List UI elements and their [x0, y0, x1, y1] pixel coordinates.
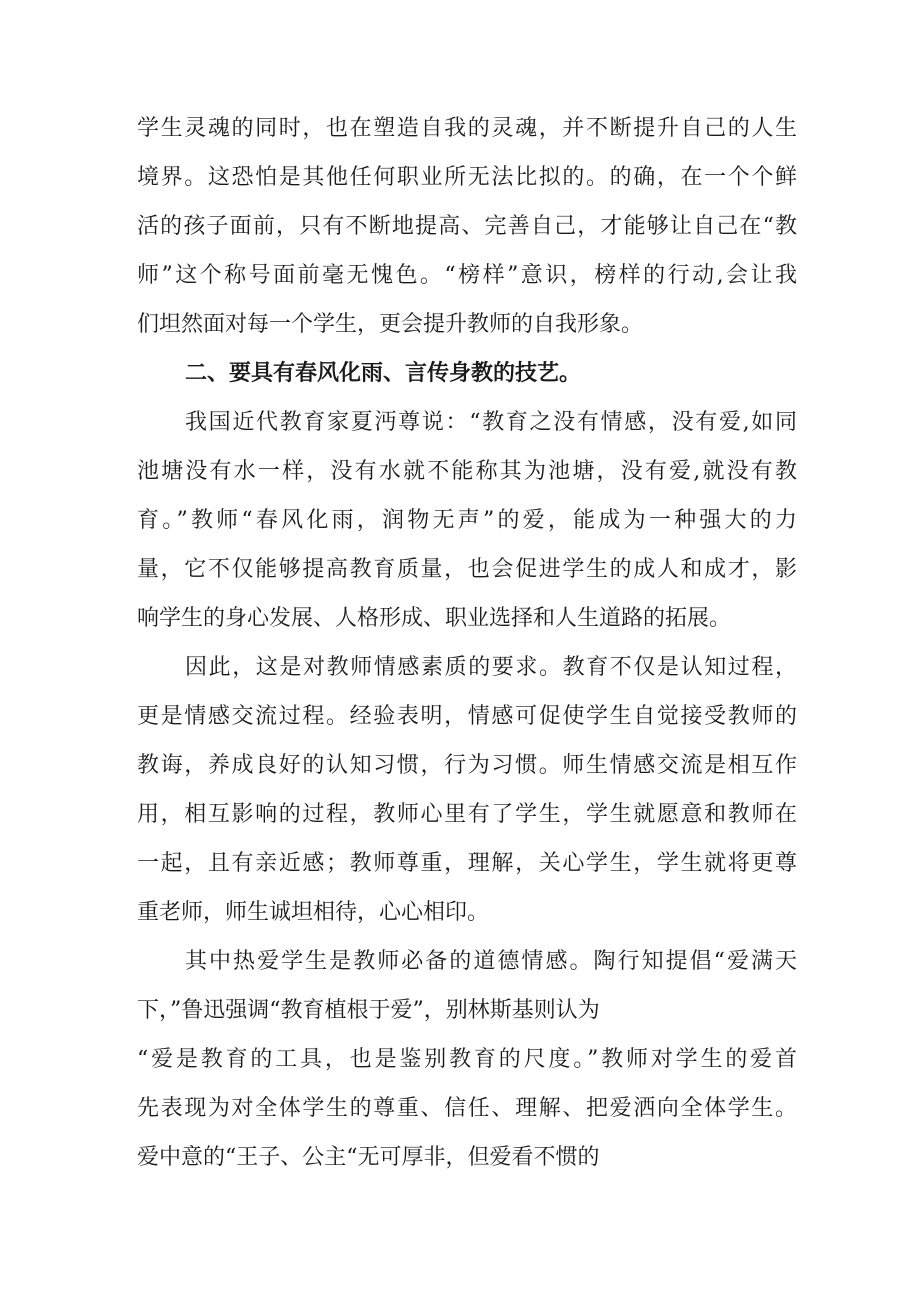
text-line: 爱中意的“王子、公主“无可厚非，但爱看不惯的 [137, 1145, 600, 1170]
text-line: 们坦然面对每一个学生，更会提升教师的自我形象。 [137, 312, 644, 337]
text-line: 因此，这是对教师情感素质的要求。教育不仅是认知过程， [185, 655, 797, 680]
text-line: 响学生的身心发展、人格形成、职业选择和人生道路的拓展。 [137, 606, 732, 631]
text-line: 育。”教师“春风化雨，润物无声”的爱，能成为一种强大的力 [137, 508, 797, 533]
text-line: 学生灵魂的同时，也在塑造自我的灵魂，并不断提升自己的人生 [137, 116, 797, 141]
text-line: 池塘没有水一样，没有水就不能称其为池塘，没有爱,就没有教 [137, 459, 797, 484]
text-line: 师”这个称号面前毫无愧色。“榜样”意识，榜样的行动,会让我 [137, 263, 797, 288]
text-line: 我国近代教育家夏沔尊说：“教育之没有情感，没有爱,如同 [185, 410, 797, 435]
text-line: 其中热爱学生是教师必备的道德情感。陶行知提倡“爱满天 [185, 949, 797, 974]
text-line: 教诲，养成良好的认知习惯，行为习惯。师生情感交流是相互作 [137, 753, 797, 778]
text-line: 境界。这恐怕是其他任何职业所无法比拟的。的确，在一个个鲜 [137, 165, 797, 190]
text-line: 重老师，师生诚坦相待，心心相印。 [137, 900, 490, 925]
text-line: 更是情感交流过程。经验表明，情感可促使学生自觉接受教师的 [137, 704, 797, 729]
text-line: 活的孩子面前，只有不断地提高、完善自己，才能够让自己在“教 [137, 214, 797, 239]
text-line: “爱是教育的工具，也是鉴别教育的尺度。”教师对学生的爱首 [137, 1047, 797, 1072]
text-line: 下，”鲁迅强调“教育植根于爱”，别林斯基则认为 [137, 998, 600, 1023]
text-line: 用，相互影响的过程，教师心里有了学生，学生就愿意和教师在 [137, 802, 797, 827]
section-heading: 二、要具有春风化雨、言传身教的技艺。 [185, 361, 582, 386]
text-line: 先表现为对全体学生的尊重、信任、理解、把爱洒向全体学生。 [137, 1096, 797, 1121]
text-line: 量，它不仅能够提高教育质量，也会促进学生的成人和成才，影 [137, 557, 797, 582]
text-line: 一起，且有亲近感；教师尊重，理解，关心学生，学生就将更尊 [137, 851, 797, 876]
